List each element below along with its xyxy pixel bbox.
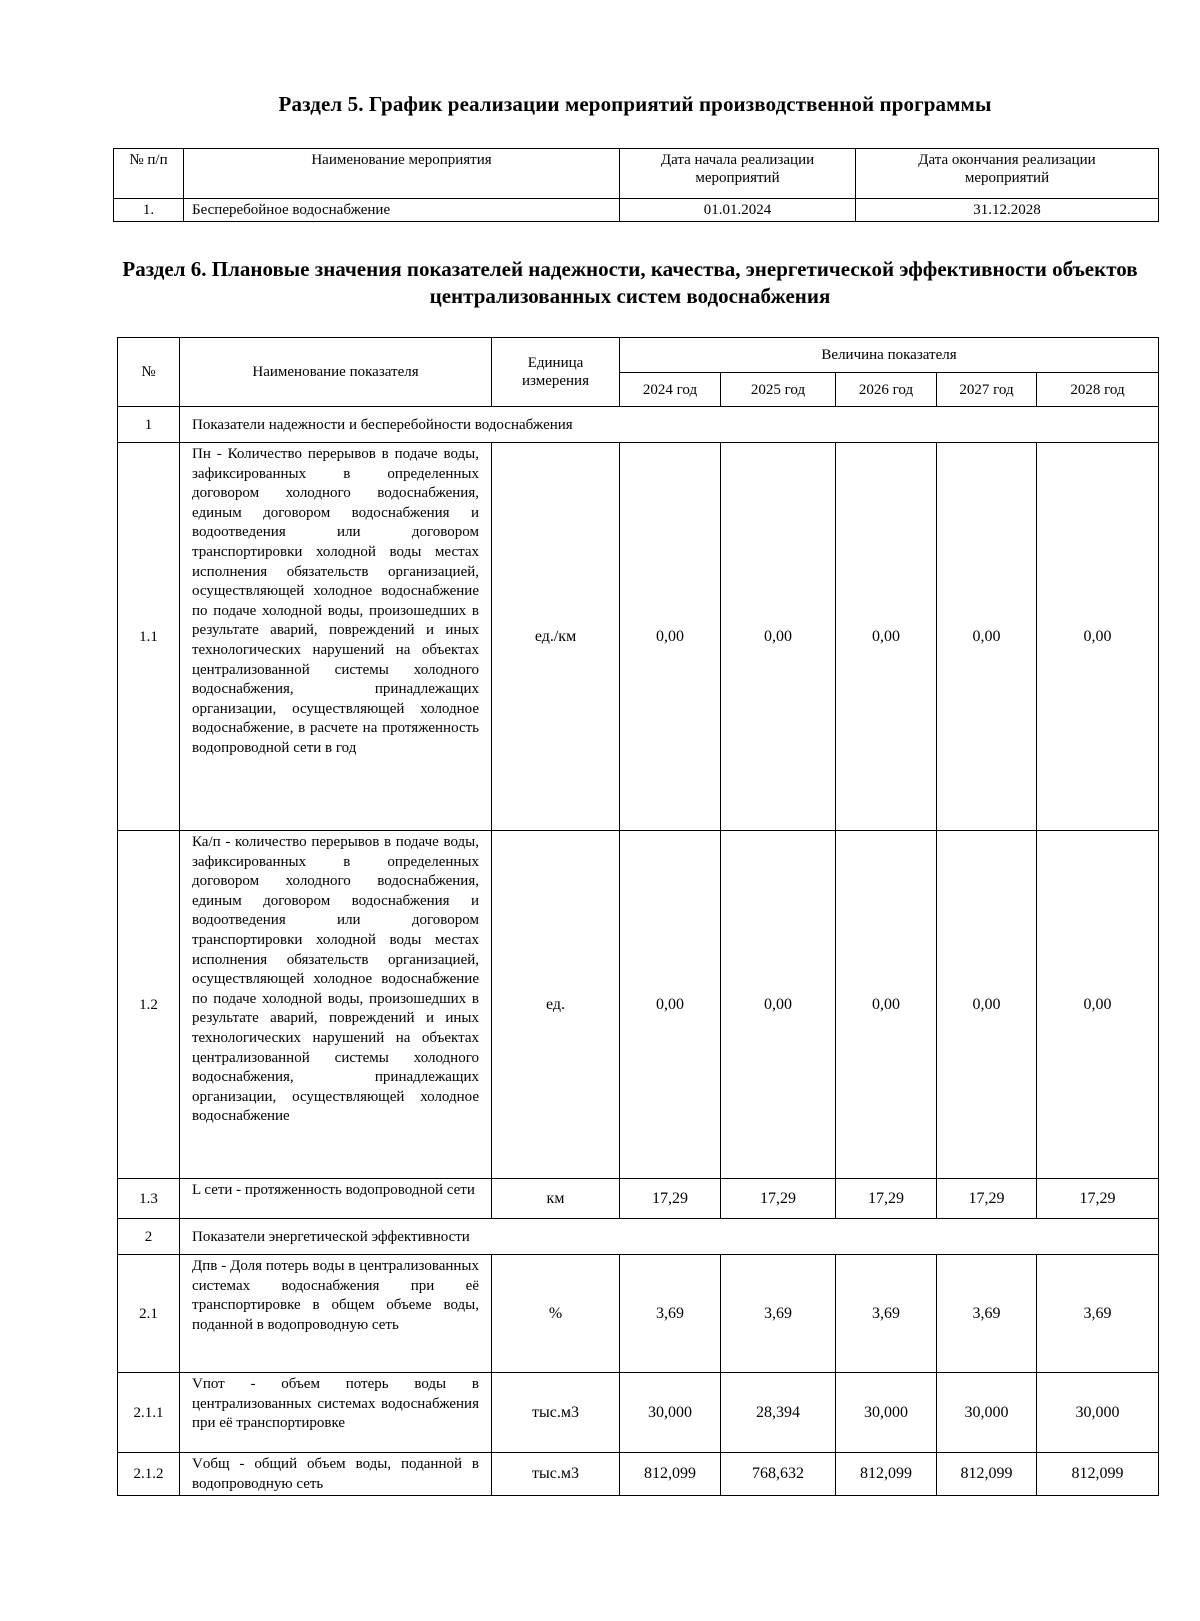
value-cell: 0,00 (721, 831, 836, 1179)
header-value: Величина показателя (620, 338, 1159, 373)
value-cell: 3,69 (620, 1255, 721, 1373)
indicator-name: Пн - Количество перерывов в подаче воды, зафиксированных в определенных договором холодного водоснабжения, единым договором водоснабжения и водоотведения или договором транспортировки холодной воды местах исполнения обязательств организацией, осуществляющей холодное водоснабжение по подаче холодной воды, произошедших в результате аварий, повреждений и иных технологических нарушений на объектах централизованной системы холодного водоснабжения, принадлежащих организации, осуществляющей холодное водоснабжение, в расчете на протяженность водопроводной сети в год (180, 443, 492, 831)
header-name: Наименование показателя (180, 338, 492, 407)
value-cell: 17,29 (1037, 1179, 1159, 1219)
section6-table (117, 337, 1159, 1496)
indicator-unit: км (492, 1179, 620, 1219)
value-cell: 3,69 (1037, 1255, 1159, 1373)
header-year: 2026 год (836, 373, 937, 407)
table-header-row (118, 338, 1159, 373)
value-cell: 30,000 (836, 1373, 937, 1453)
value-cell: 0,00 (937, 831, 1037, 1179)
value-cell: 17,29 (836, 1179, 937, 1219)
row-end: 31.12.2028 (856, 199, 1159, 222)
value-cell: 812,099 (836, 1453, 937, 1496)
table-row (118, 1373, 1159, 1453)
value-cell: 17,29 (620, 1179, 721, 1219)
table-row (118, 1453, 1159, 1496)
value-cell: 30,000 (620, 1373, 721, 1453)
row-num: 1.3 (118, 1179, 180, 1219)
row-num: 1. (114, 199, 184, 222)
value-cell: 0,00 (836, 443, 937, 831)
value-cell: 0,00 (721, 443, 836, 831)
value-cell: 3,69 (721, 1255, 836, 1373)
table-row (118, 831, 1159, 1179)
section-label: Показатели энергетической эффективности (180, 1219, 1159, 1255)
indicator-unit: тыс.м3 (492, 1453, 620, 1496)
header-year: 2025 год (721, 373, 836, 407)
value-cell: 0,00 (620, 443, 721, 831)
header-year: 2024 год (620, 373, 721, 407)
indicator-name: L сети - протяженность водопроводной сети (180, 1179, 492, 1219)
value-cell: 0,00 (620, 831, 721, 1179)
header-num: № п/п (114, 149, 184, 199)
section-row (118, 407, 1159, 443)
value-cell: 3,69 (937, 1255, 1037, 1373)
section5-title: Раздел 5. График реализации мероприятий производственной программы (278, 92, 992, 116)
row-num: 2 (118, 1219, 180, 1255)
value-cell: 812,099 (1037, 1453, 1159, 1496)
value-cell: 0,00 (937, 443, 1037, 831)
row-num: 2.1.1 (118, 1373, 180, 1453)
table-row (118, 1255, 1159, 1373)
row-name: Бесперебойное водоснабжение (184, 199, 620, 222)
value-cell: 0,00 (836, 831, 937, 1179)
row-start: 01.01.2024 (620, 199, 856, 222)
indicator-unit: ед. (492, 831, 620, 1179)
row-num: 1.1 (118, 443, 180, 831)
header-start: Дата начала реализации мероприятий (620, 149, 856, 199)
value-cell: 17,29 (721, 1179, 836, 1219)
section-row (118, 1219, 1159, 1255)
value-cell: 0,00 (1037, 443, 1159, 831)
header-end: Дата окончания реализации мероприятий (856, 149, 1159, 199)
value-cell: 30,000 (937, 1373, 1037, 1453)
row-num: 1.2 (118, 831, 180, 1179)
indicator-name: Vпот - объем потерь воды в централизованных системах водоснабжения при её транспортировке (180, 1373, 492, 1453)
indicator-unit: % (492, 1255, 620, 1373)
indicator-unit: ед./км (492, 443, 620, 831)
section5-table (113, 148, 1159, 222)
header-unit: Единица измерения (492, 338, 620, 407)
header-num: № (118, 338, 180, 407)
indicator-name: Ка/п - количество перерывов в подаче воды, зафиксированных в определенных договором холодного водоснабжения, единым договором водоснабжения и водоотведения или договором транспортировки холодной воды местах исполнения обязательств организацией, осуществляющей холодное водоснабжение по подаче холодной воды, произошедших в результате аварий, повреждений и иных технологических нарушений на объектах централизованной системы холодного водоснабжения, принадлежащих организации, осуществляющей холодное водоснабжение (180, 831, 492, 1179)
indicator-name: Vобщ - общий объем воды, поданной в водопроводную сеть (180, 1453, 492, 1496)
table-row (114, 199, 1159, 222)
row-num: 1 (118, 407, 180, 443)
row-num: 2.1 (118, 1255, 180, 1373)
table-header-row (114, 149, 1159, 199)
row-num: 2.1.2 (118, 1453, 180, 1496)
header-year: 2028 год (1037, 373, 1159, 407)
value-cell: 28,394 (721, 1373, 836, 1453)
value-cell: 812,099 (620, 1453, 721, 1496)
value-cell: 0,00 (1037, 831, 1159, 1179)
indicator-unit: тыс.м3 (492, 1373, 620, 1453)
table-row (118, 1179, 1159, 1219)
value-cell: 30,000 (1037, 1373, 1159, 1453)
section-label: Показатели надежности и бесперебойности водоснабжения (180, 407, 1159, 443)
table-row (118, 443, 1159, 831)
indicator-name: Дпв - Доля потерь воды в централизованных системах водоснабжения при её транспортировке в общем объеме воды, поданной в водопроводную сеть (180, 1255, 492, 1373)
section6-title: Раздел 6. Плановые значения показателей надежности, качества, энергетической эффективности объектов централизованных систем водоснабжения (122, 257, 1138, 308)
header-year: 2027 год (937, 373, 1037, 407)
value-cell: 17,29 (937, 1179, 1037, 1219)
value-cell: 768,632 (721, 1453, 836, 1496)
value-cell: 812,099 (937, 1453, 1037, 1496)
header-name: Наименование мероприятия (184, 149, 620, 199)
value-cell: 3,69 (836, 1255, 937, 1373)
